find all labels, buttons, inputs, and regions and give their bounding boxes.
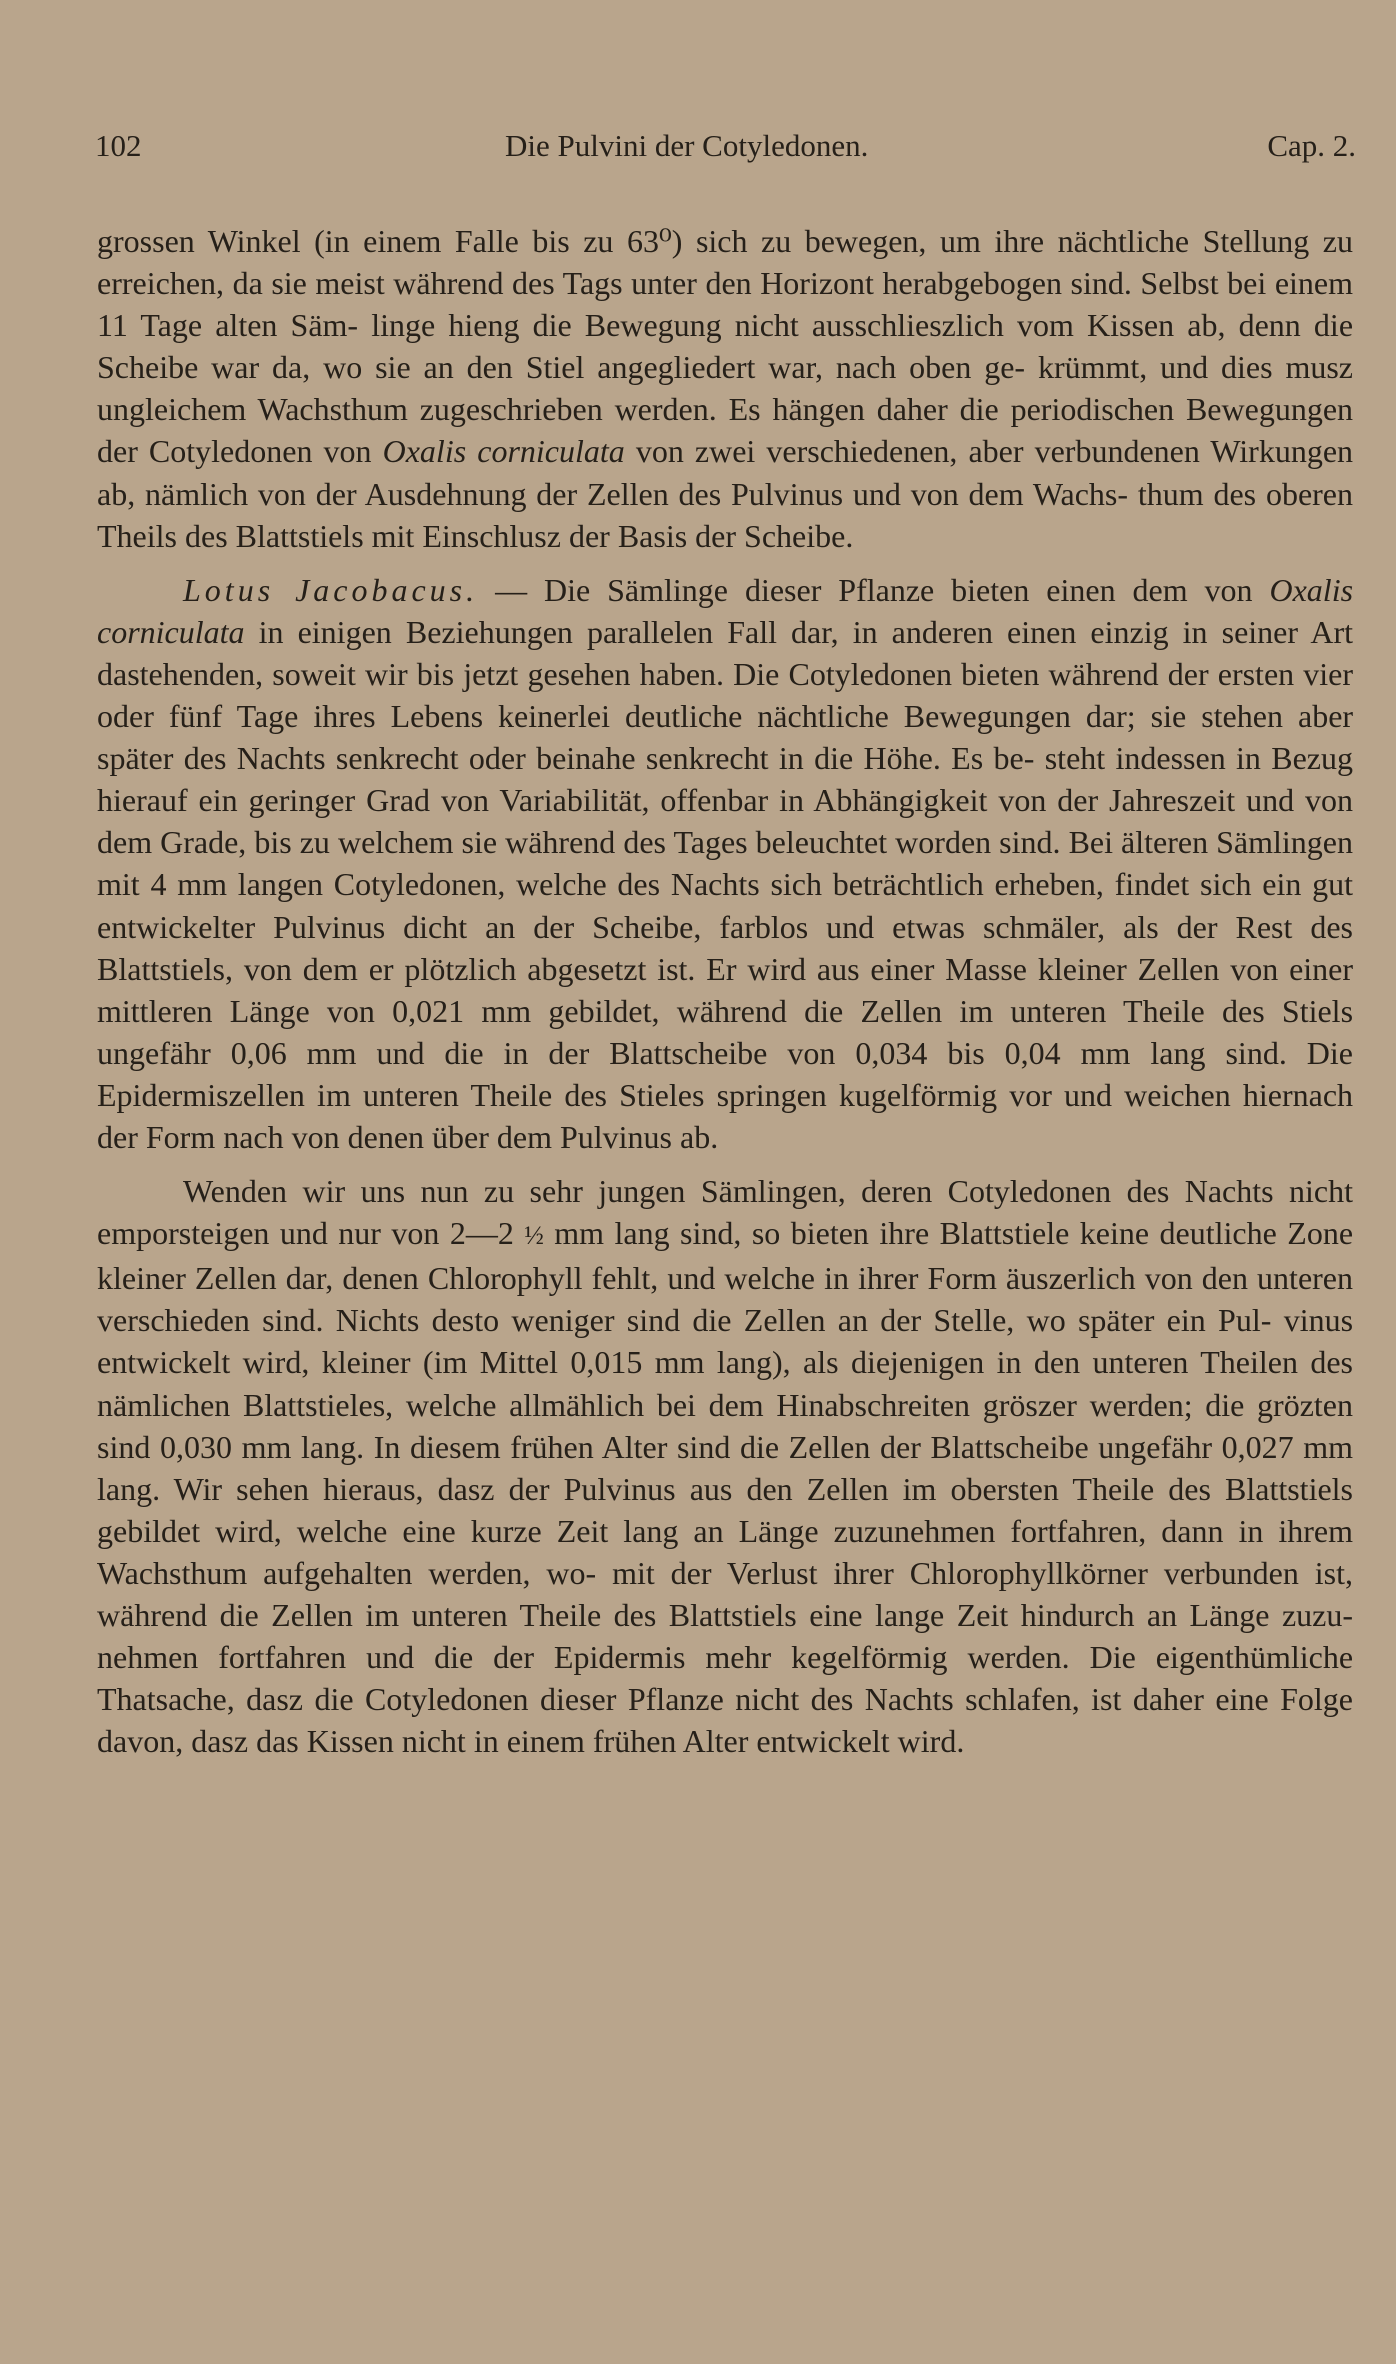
text-line: Nachts nicht emporsteigen und nur von 2—2 ½ mm lang sind, so bieten: [97, 1173, 1354, 1252]
text-line: Scheibe.: [744, 517, 854, 554]
text-line: einem frühen Alter entwickelt wird.: [506, 1723, 965, 1760]
text-line: steht indessen in Bezug hierauf ein geringer Grad von Variabilität, offenbar: [97, 740, 1354, 819]
text-line: Lotus Jacobacus. — Die Sämlinge dieser Pflanze bieten einen: [183, 571, 1116, 608]
text-line: eigenthümliche Thatsache, dasz die Cotyledonen dieser Pflanze nicht des: [97, 1639, 1354, 1718]
text-line: lang. Wir sehen hieraus, dasz der Pulvinus aus den Zellen im obersten: [97, 1470, 1059, 1507]
text-line: während des Tages beleuchtet worden sind. Bei älteren Sämlingen mit: [97, 824, 1354, 903]
text-line: den Horizont herabgebogen sind. Selbst bei einem 11 Tage alten Säm-: [97, 265, 1353, 344]
text-line: gesehen haben. Die Cotyledonen bieten während der ersten vier oder fünf: [97, 655, 1354, 735]
text-line: krümmt, und dies musz ungleichem Wachsthum zugeschrieben werden. Es: [97, 349, 1354, 428]
paragraph: [97, 569, 1353, 1158]
text-line: nämlich von der Ausdehnung der Zellen des Pulvinus und von dem Wachs-: [145, 475, 1129, 512]
text-line: vinus entwickelt wird, kleiner (im Mittel 0,015 mm lang), als diejenigen: [97, 1302, 1354, 1381]
running-header: [95, 128, 1356, 178]
text-line: 0,04 mm lang sind. Die Epidermiszellen im unteren Theile des Stieles: [97, 1034, 1354, 1113]
text-line: Tage ihres Lebens keinerlei deutliche nächtliche Bewegungen dar; sie stehen: [236, 698, 1283, 735]
page-number: 102: [95, 128, 142, 163]
text-line: Scheibe war da, wo sie an den Stiel angegliedert war, nach oben ge-: [97, 349, 1026, 386]
text-line: und etwas schmäler, als der Rest des Blattstiels, von dem er plötzlich: [97, 908, 1353, 987]
text-line: dem von Oxalis corniculata in einigen Beziehungen parallelen Fall dar,: [97, 571, 1354, 650]
running-title: Die Pulvini der Cotyledonen.: [505, 128, 869, 163]
text-line: in Abhängigkeit von der Jahreszeit und von dem Grade, bis zu welchem sie: [97, 782, 1354, 861]
text-line: abgesetzt ist. Er wird aus einer Masse kleiner Zellen von einer mittleren: [97, 950, 1354, 1029]
text-line: springen kugelförmig vor und weichen hiernach der Form nach von denen: [97, 1076, 1354, 1155]
text-line: thum des oberen Theils des Blattstiels mit Einschlusz der Basis der: [97, 475, 1354, 554]
paragraph: [97, 220, 1353, 557]
text-line: über dem Pulvinus ab.: [432, 1118, 719, 1155]
text-line: hängen daher die periodischen Bewegungen der Cotyledonen von Oxalis: [97, 391, 1354, 470]
paragraph: [97, 1170, 1353, 1762]
text-line: Stiels ungefähr 0,06 mm und die in der Blattscheibe von 0,034 bis: [97, 992, 1354, 1071]
text-line: grossen Winkel (in einem Falle bis zu 63⁰) sich zu bewegen, um ihre: [97, 223, 1045, 259]
body-text: [97, 220, 1353, 1762]
text-line: Wenden wir uns nun zu sehr jungen Sämlingen, deren Cotyledonen des: [183, 1173, 1170, 1210]
text-line: Theile des Blattstiels gebildet wird, welche eine kurze Zeit lang an Länge: [97, 1470, 1354, 1549]
text-line: dem Hinabschreiten gröszer werden; die grözten sind 0,030 mm lang. In: [97, 1386, 1354, 1465]
text-line: Nachts schlafen, ist daher eine Folge davon, dasz das Kissen nicht in: [97, 1681, 1354, 1760]
text-line: in anderen einen einzig in seiner Art dastehenden, soweit wir bis jetzt: [97, 613, 1353, 692]
text-line: zuzunehmen fortfahren, dann in ihrem Wachsthum aufgehalten werden, wo-: [97, 1512, 1354, 1591]
text-line: findet sich ein gut entwickelter Pulvinus dicht an der Scheibe, farblos: [97, 866, 1354, 945]
text-line: Nichts desto weniger sind die Zellen an der Stelle, wo später ein Pul-: [335, 1302, 1272, 1339]
text-line: diesem frühen Alter sind die Zellen der Blattscheibe ungefähr 0,027 mm: [409, 1428, 1354, 1465]
chapter-label: Cap. 2.: [1267, 128, 1356, 163]
text-line: in den unteren Theilen des nämlichen Blattstieles, welche allmählich bei: [97, 1344, 1354, 1423]
text-line: corniculata von zwei verschiedenen, aber verbundenen Wirkungen ab,: [97, 433, 1354, 512]
text-line: mit der Verlust ihrer Chlorophyllkörner verbunden ist, während die Zellen: [97, 1554, 1354, 1633]
text-line: nächtliche Stellung zu erreichen, da sie meist während des Tags unter: [97, 223, 1354, 302]
text-line: im unteren Theile des Blattstiels eine lange Zeit hindurch an Länge zuzu-: [365, 1597, 1354, 1633]
text-line: ihre Blattstiele keine deutliche Zone kleiner Zellen dar, denen Chlorophyll: [97, 1215, 1354, 1297]
text-line: 4 mm langen Cotyledonen, welche des Nachts sich beträchtlich erheben,: [150, 866, 1104, 903]
text-line: fehlt, und welche in ihrer Form äuszerlich von den unteren verschieden sind.: [97, 1260, 1354, 1339]
text-line: nehmen fortfahren und die der Epidermis mehr kegelförmig werden. Die: [97, 1639, 1136, 1676]
text-line: Länge von 0,021 mm gebildet, während die Zellen im unteren Theile des: [229, 992, 1265, 1029]
text-line: aber später des Nachts senkrecht oder beinahe senkrecht in die Höhe. Es be-: [97, 698, 1354, 777]
text-line: linge hieng die Bewegung nicht ausschlieszlich vom Kissen ab, denn die: [371, 307, 1354, 344]
